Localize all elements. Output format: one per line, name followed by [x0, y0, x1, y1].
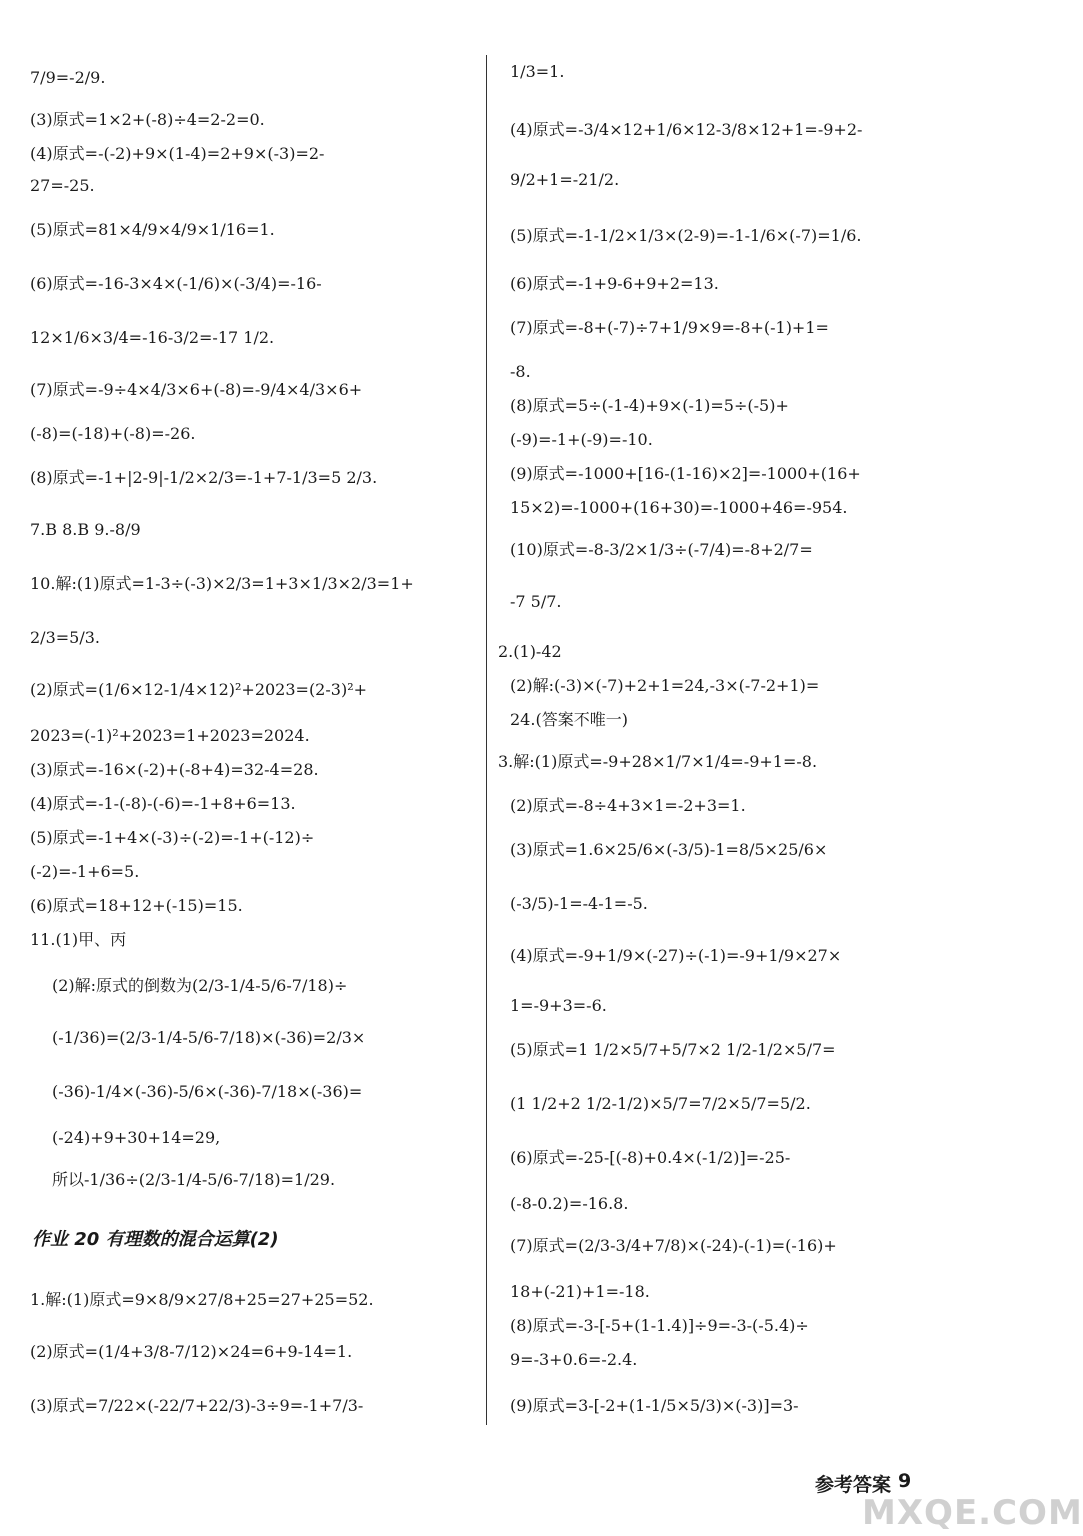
text-line: 18+(-21)+1=-18.	[510, 1282, 650, 1301]
text-line: (-3/5)-1=-4-1=-5.	[510, 894, 648, 913]
text-line: 2.(1)-42	[498, 642, 562, 661]
text-line: 7/9=-2/9.	[30, 68, 106, 87]
text-line: 15×2)=-1000+(16+30)=-1000+46=-954.	[510, 498, 848, 517]
text-line: (5)原式=-1-1/2×1/3×(2-9)=-1-1/6×(-7)=1/6.	[510, 226, 862, 245]
text-line: (8)原式=5÷(-1-4)+9×(-1)=5÷(-5)+	[510, 396, 789, 415]
footer-label: 参考答案	[815, 1474, 892, 1496]
text-line: 3.解:(1)原式=-9+28×1/7×1/4=-9+1=-8.	[498, 752, 818, 771]
text-line: -7 5/7.	[510, 592, 562, 611]
text-line: 11.(1)甲、丙	[30, 930, 127, 949]
text-line: 12×1/6×3/4=-16-3/2=-17 1/2.	[30, 328, 275, 347]
text-line: (6)原式=-16-3×4×(-1/6)×(-3/4)=-16-	[30, 274, 322, 293]
text-line: (6)原式=18+12+(-15)=15.	[30, 896, 243, 915]
text-line: -8.	[510, 362, 531, 381]
text-line: 2023=(-1)²+2023=1+2023=2024.	[30, 726, 310, 745]
text-line: (-9)=-1+(-9)=-10.	[510, 430, 653, 449]
section-heading: 作业 20 有理数的混合运算(2)	[32, 1229, 279, 1250]
text-line: (2)原式=-8÷4+3×1=-2+3=1.	[510, 796, 746, 815]
text-line: (5)原式=1 1/2×5/7+5/7×2 1/2-1/2×5/7=	[510, 1040, 836, 1059]
text-line: (9)原式=-1000+[16-(1-16)×2]=-1000+(16+	[510, 464, 861, 483]
text-line: (2)解:原式的倒数为(2/3-1/4-5/6-7/18)÷	[52, 976, 348, 995]
text-line: (4)原式=-1-(-8)-(-6)=-1+8+6=13.	[30, 794, 296, 813]
text-line: (8)原式=-3-[-5+(1-1.4)]÷9=-3-(-5.4)÷	[510, 1316, 809, 1335]
text-line: 1.解:(1)原式=9×8/9×27/8+25=27+25=52.	[30, 1290, 374, 1309]
text-line: (-36)-1/4×(-36)-5/6×(-36)-7/18×(-36)=	[52, 1082, 363, 1101]
text-line: (2)原式=(1/4+3/8-7/12)×24=6+9-14=1.	[30, 1342, 353, 1361]
text-line: 所以-1/36÷(2/3-1/4-5/6-7/18)=1/29.	[52, 1170, 336, 1189]
text-line: (-2)=-1+6=5.	[30, 862, 140, 881]
text-line: 10.解:(1)原式=1-3÷(-3)×2/3=1+3×1/3×2/3=1+	[30, 574, 414, 593]
text-line: (3)原式=7/22×(-22/7+22/3)-3÷9=-1+7/3-	[30, 1396, 364, 1415]
text-line: 2/3=5/3.	[30, 628, 100, 647]
text-line: 1/3=1.	[510, 62, 565, 81]
text-line: (2)解:(-3)×(-7)+2+1=24,-3×(-7-2+1)=	[510, 676, 820, 695]
text-line: 1=-9+3=-6.	[510, 996, 607, 1015]
text-line: 9=-3+0.6=-2.4.	[510, 1350, 638, 1369]
text-line: (4)原式=-(-2)+9×(1-4)=2+9×(-3)=2-	[30, 144, 325, 163]
text-line: (7)原式=-8+(-7)÷7+1/9×9=-8+(-1)+1=	[510, 318, 829, 337]
page-number: 9	[898, 1470, 912, 1492]
text-line: (3)原式=1×2+(-8)÷4=2-2=0.	[30, 110, 265, 129]
text-line: (3)原式=1.6×25/6×(-3/5)-1=8/5×25/6×	[510, 840, 828, 859]
text-line: (8)原式=-1+|2-9|-1/2×2/3=-1+7-1/3=5 2/3.	[30, 468, 378, 487]
text-line: 9/2+1=-21/2.	[510, 170, 620, 189]
text-line: (1 1/2+2 1/2-1/2)×5/7=7/2×5/7=5/2.	[510, 1094, 811, 1113]
text-line: (2)原式=(1/6×12-1/4×12)²+2023=(2-3)²+	[30, 680, 368, 699]
text-line: (5)原式=81×4/9×4/9×1/16=1.	[30, 220, 275, 239]
text-line: (7)原式=(2/3-3/4+7/8)×(-24)-(-1)=(-16)+	[510, 1236, 837, 1255]
text-line: (9)原式=3-[-2+(1-1/5×5/3)×(-3)]=3-	[510, 1396, 799, 1415]
text-line: (3)原式=-16×(-2)+(-8+4)=32-4=28.	[30, 760, 319, 779]
text-line: (7)原式=-9÷4×4/3×6+(-8)=-9/4×4/3×6+	[30, 380, 363, 399]
text-line: 7.B 8.B 9.-8/9	[30, 520, 141, 539]
column-divider	[486, 55, 487, 1425]
text-line: (4)原式=-3/4×12+1/6×12-3/8×12+1=-9+2-	[510, 120, 863, 139]
text-line: 27=-25.	[30, 176, 95, 195]
text-line: (10)原式=-8-3/2×1/3÷(-7/4)=-8+2/7=	[510, 540, 813, 559]
text-line: (5)原式=-1+4×(-3)÷(-2)=-1+(-12)÷	[30, 828, 315, 847]
text-line: 24.(答案不唯一)	[510, 710, 628, 729]
text-line: (-24)+9+30+14=29,	[52, 1128, 221, 1147]
text-line: (-8)=(-18)+(-8)=-26.	[30, 424, 196, 443]
watermark: MXQE.COM	[862, 1493, 1083, 1533]
text-line: (6)原式=-25-[(-8)+0.4×(-1/2)]=-25-	[510, 1148, 791, 1167]
text-line: (-8-0.2)=-16.8.	[510, 1194, 629, 1213]
text-line: (4)原式=-9+1/9×(-27)÷(-1)=-9+1/9×27×	[510, 946, 842, 965]
text-line: (6)原式=-1+9-6+9+2=13.	[510, 274, 719, 293]
text-line: (-1/36)=(2/3-1/4-5/6-7/18)×(-36)=2/3×	[52, 1028, 366, 1047]
